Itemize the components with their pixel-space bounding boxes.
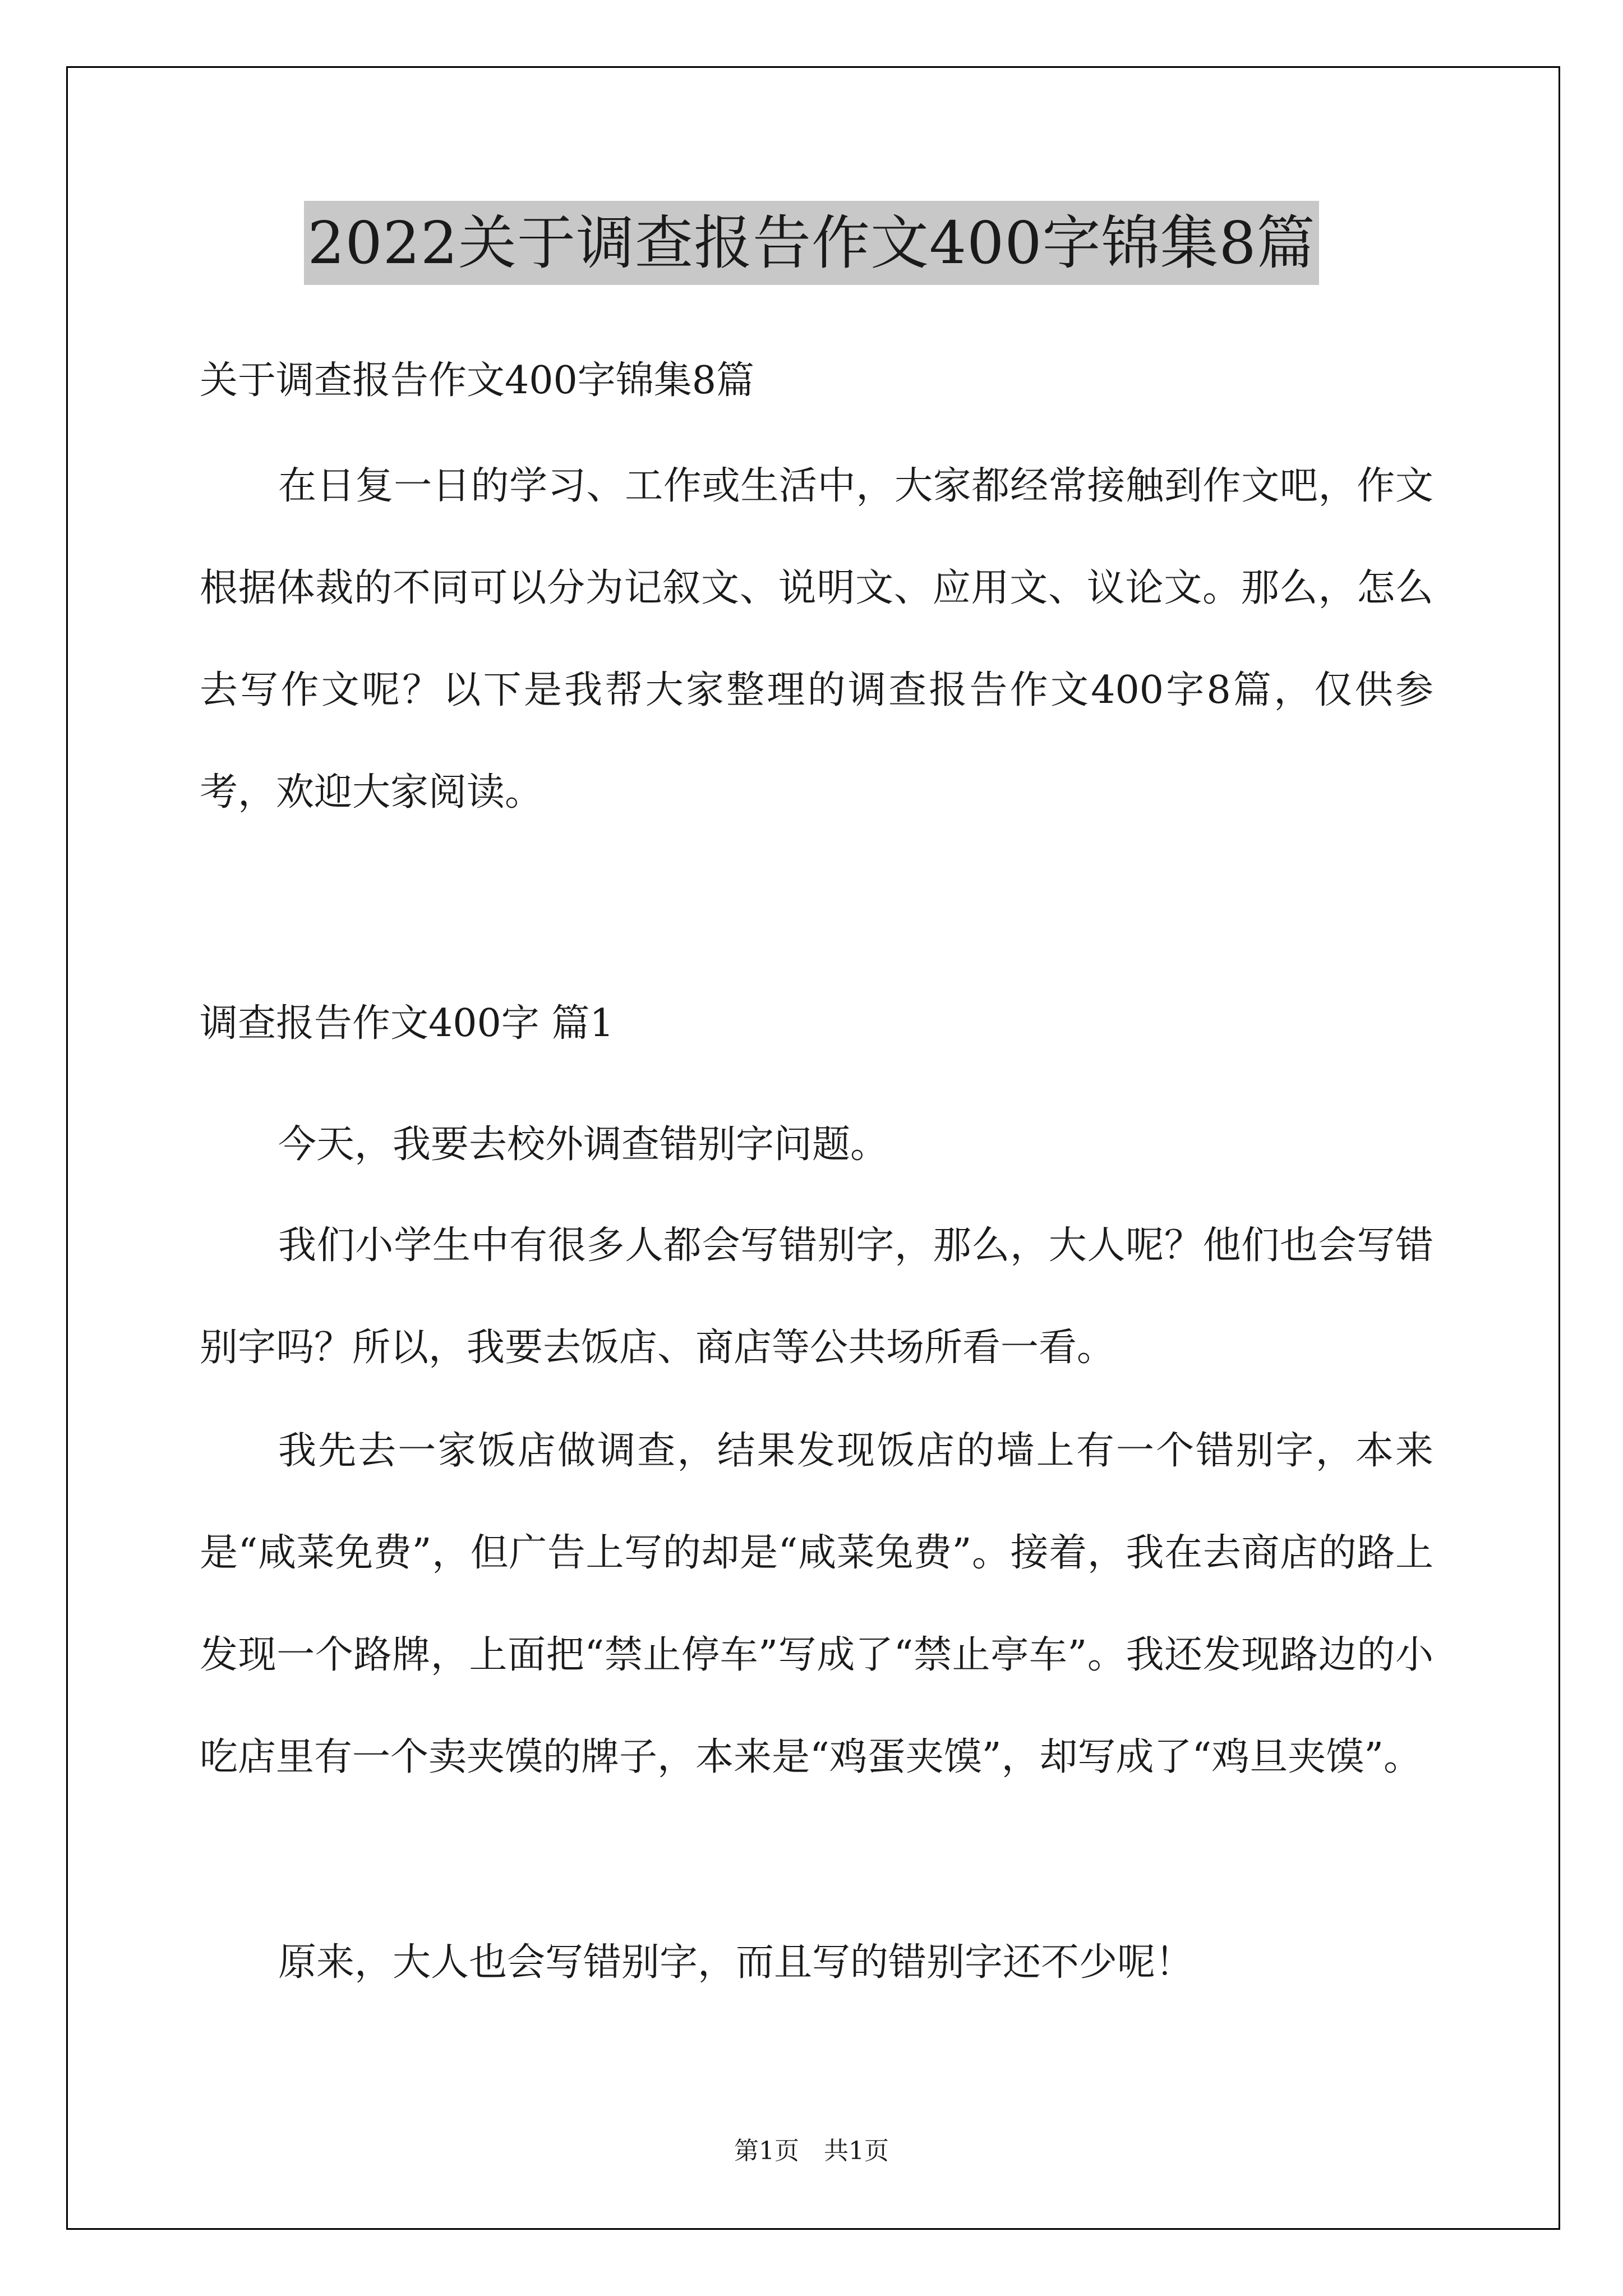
- body-paragraph: 我们小学生中有很多人都会写错别字，那么，大人呢？他们也会写错别字吗？所以，我要去饭店、商店等公共场所看一看。: [200, 1223, 1433, 1370]
- body-paragraph: 原来，大人也会写错别字，而且写的错别字还不少呢！: [278, 1940, 1194, 1985]
- document-title: 2022关于调查报告作文400字锦集8篇: [304, 201, 1318, 285]
- section-heading: 调查报告作文400字 篇1: [200, 1001, 614, 1046]
- page-footer: 第1页 共1页: [734, 2137, 889, 2165]
- body-paragraph: 今天，我要去校外调查错别字问题。: [278, 1122, 889, 1167]
- body-paragraph: 我先去一家饭店做调查，结果发现饭店的墙上有一个错别字，本来是“咸菜免费”，但广告上写的却是“咸菜兔费”。接着，我在去商店的路上发现一个路牌，上面把“禁止停车”写成了“禁止亭车”。我还发现路边的小吃店里有一个卖夹馍的牌子，本来是“鸡蛋夹馍”，却写成了“鸡旦夹馍”。: [200, 1429, 1433, 1779]
- intro-paragraph: 在日复一日的学习、工作或生活中，大家都经常接触到作文吧，作文根据体裁的不同可以分为记叙文、说明文、应用文、议论文。那么，怎么去写作文呢？以下是我帮大家整理的调查报告作文400字8篇，仅供参考，欢迎大家阅读。: [200, 464, 1433, 815]
- title-container: [0, 201, 1623, 285]
- document-subtitle: 关于调查报告作文400字锦集8篇: [200, 358, 755, 403]
